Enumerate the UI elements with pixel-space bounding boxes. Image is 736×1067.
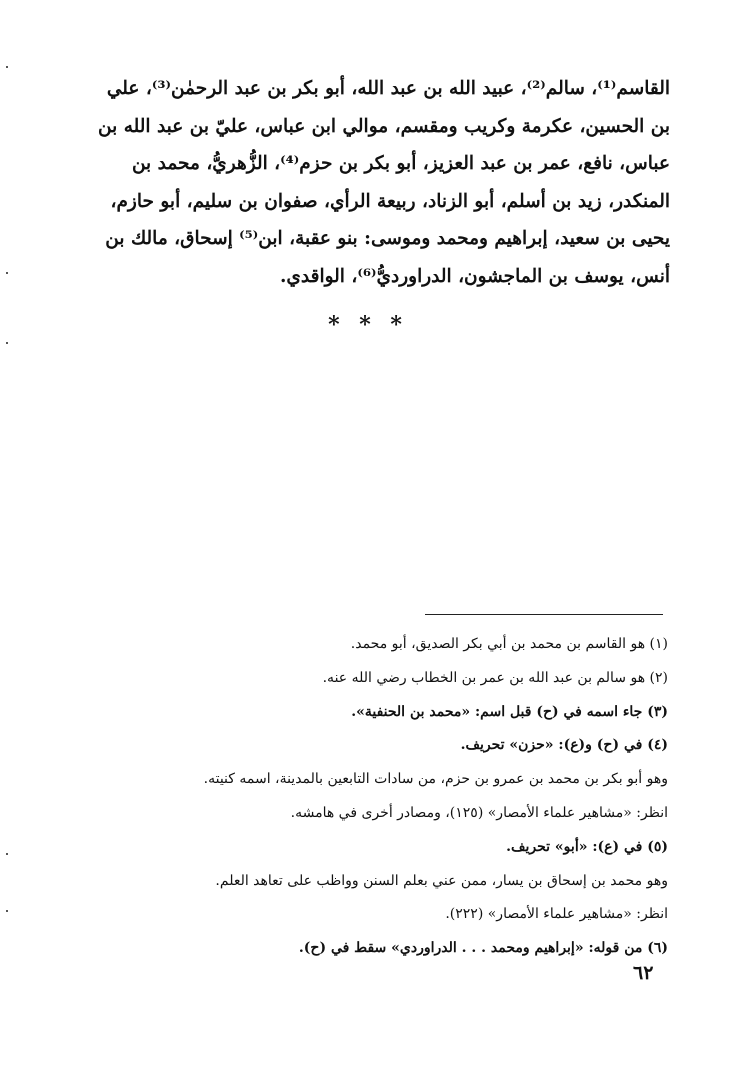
scan-speck <box>6 66 8 68</box>
scan-speck <box>6 272 8 274</box>
footnote-line: (٣) جاء اسمه في (ح) قبل اسم: «محمد بن الحنفية». <box>351 703 668 720</box>
page-number: ٦٢ <box>633 962 654 984</box>
footnote-line: (٦) من قوله: «إبراهيم ومحمد . . . الدراوردي» سقط في (ح). <box>298 940 668 957</box>
footnotes-block <box>95 628 668 966</box>
footnote-line: وهو محمد بن إسحاق بن يسار، ممن عني بعلم السنن وواظب على تعاهد العلم. <box>215 872 668 889</box>
scan-speck <box>6 853 8 855</box>
main-text-line: عباس، نافع، عمر بن عبد العزيز، أبو بكر بن حزم⁽⁴⁾، الزُّهريُّ، محمد بن <box>131 153 670 174</box>
footnote-line: (٢) هو سالم بن عبد الله بن عمر بن الخطاب رضي الله عنه. <box>322 669 668 686</box>
footnote-line: (١) هو القاسم بن محمد بن أبي بكر الصديق، أبو محمد. <box>350 636 668 652</box>
main-text-line: القاسم⁽¹⁾، سالم⁽²⁾، عبيد الله بن عبد الله، أبو بكر بن عبد الرحمٰن⁽³⁾، علي <box>106 78 670 99</box>
footnote-divider <box>425 614 663 615</box>
section-separator: * * * <box>328 312 408 338</box>
main-text-line: المنكدر، زيد بن أسلم، أبو الزناد، ربيعة الرأي، صفوان بن سليم، أبو حازم، <box>110 190 670 212</box>
footnote-line: (٤) في (ح) و(ع): «حزن» تحريف. <box>460 737 668 754</box>
main-text-line: بن الحسين، عكرمة وكريب ومقسم، موالي ابن عباس، عليّ بن عبد الله بن <box>98 115 670 137</box>
footnote-line: انظر: «مشاهير علماء الأمصار» (١٢٥)، ومصادر أخرى في هامشه. <box>290 804 668 821</box>
main-text-line: أنس، يوسف بن الماجشون، الدراورديُّ⁽⁶⁾، الواقدي. <box>279 265 670 287</box>
footnote-line: وهو أبو بكر بن محمد بن عمرو بن حزم، من سادات التابعين بالمدينة، اسمه كنيته. <box>203 771 668 788</box>
footnote-line: (٥) في (ع): «أبو» تحريف. <box>506 838 668 855</box>
scan-speck <box>6 342 8 344</box>
main-text-line: يحيى بن سعيد، إبراهيم ومحمد وموسى: بنو عقبة، ابن⁽⁵⁾ إسحاق، مالك بن <box>105 228 670 249</box>
main-text-block <box>78 70 670 295</box>
scan-speck <box>6 910 8 912</box>
footnote-line: انظر: «مشاهير علماء الأمصار» (٢٢٢). <box>445 906 668 923</box>
